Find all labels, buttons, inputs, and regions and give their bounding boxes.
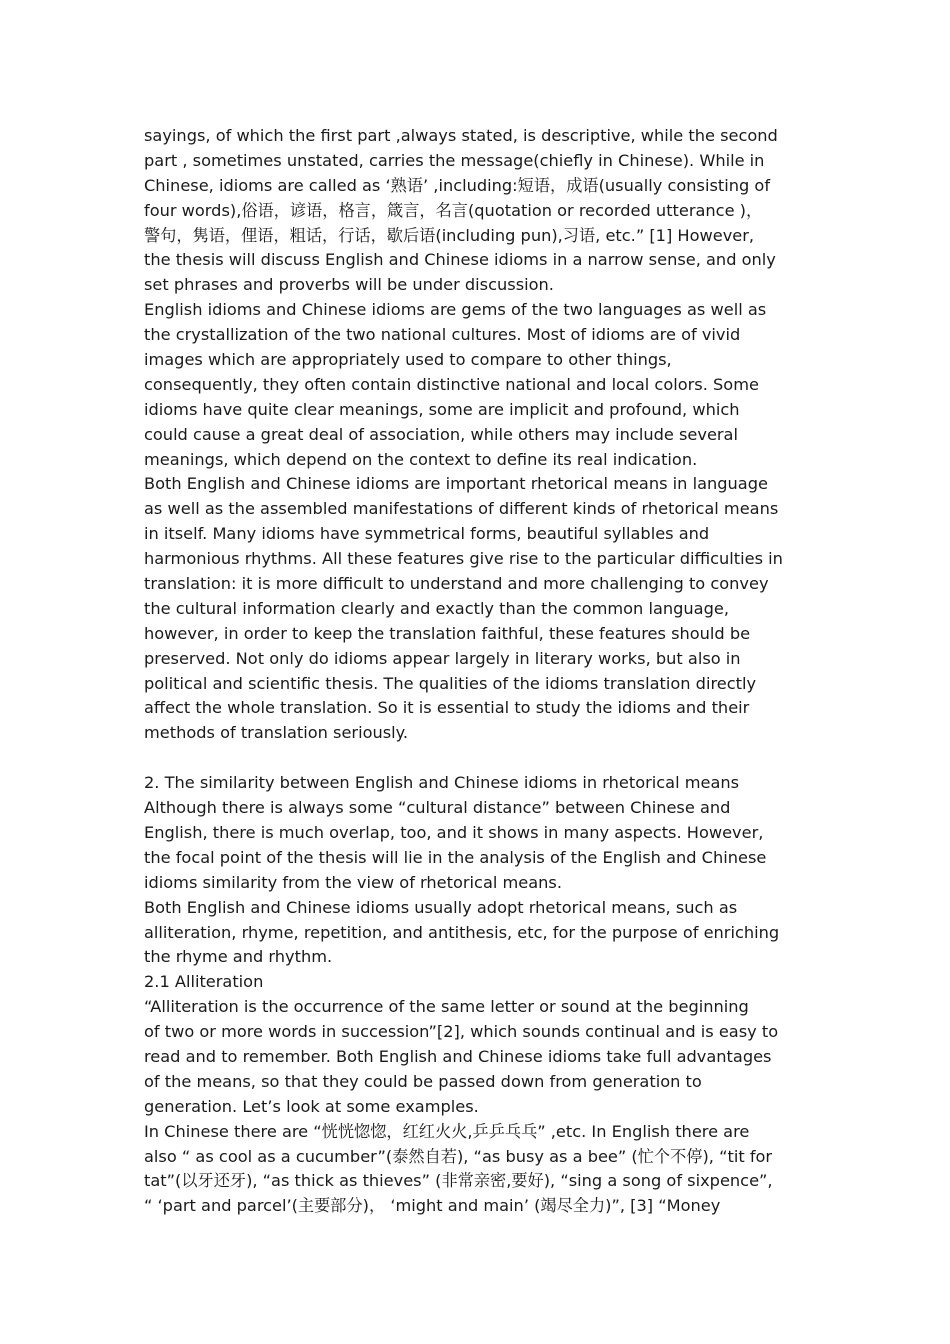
text-line: Chinese, idioms are called as ‘熟语’ ,including:短语，成语(usually consisting of <box>144 175 771 195</box>
text-line: the thesis will discuss English and Chinese idioms in a narrow sense, and only <box>144 250 776 270</box>
text-line: of the means, so that they could be passed down from generation to <box>144 1071 702 1091</box>
text-line: meanings, which depend on the context to define its real indication. <box>144 449 698 469</box>
text-line: English idioms and Chinese idioms are gems of the two languages as well as <box>144 300 767 320</box>
text-line: “Alliteration is the occurrence of the same letter or sound at the beginning <box>144 997 749 1017</box>
text-line: Both English and Chinese idioms are important rhetorical means in language <box>144 474 768 494</box>
text-line: as well as the assembled manifestations of different kinds of rhetorical means <box>144 499 779 519</box>
text-line: part , sometimes unstated, carries the message(chiefly in Chinese). While in <box>144 150 765 170</box>
document-body <box>144 124 814 1219</box>
text-line: the focal point of the thesis will lie in the analysis of the English and Chinese <box>144 847 767 867</box>
text-line: however, in order to keep the translation faithful, these features should be <box>144 623 751 643</box>
text-line: set phrases and proverbs will be under discussion. <box>144 275 554 295</box>
text-line: read and to remember. Both English and Chinese idioms take full advantages <box>144 1046 772 1066</box>
text-line: in itself. Many idioms have symmetrical forms, beautiful syllables and <box>144 524 710 544</box>
text-line: alliteration, rhyme, repetition, and antithesis, etc, for the purpose of enriching <box>144 922 780 942</box>
text-line: the crystallization of the two national cultures. Most of idioms are of vivid <box>144 325 741 345</box>
text-line: the cultural information clearly and exactly than the common language, <box>144 598 729 618</box>
text-line: 2.1 Alliteration <box>144 972 264 992</box>
text-line: of two or more words in succession”[2], which sounds continual and is easy to <box>144 1022 779 1042</box>
text-line: images which are appropriately used to compare to other things, <box>144 350 672 370</box>
text-line: In Chinese there are “恍恍惚惚，红红火火,乒乒乓乓” ,etc. In English there are <box>144 1121 750 1141</box>
text-line: methods of translation seriously. <box>144 723 409 743</box>
text-line: Although there is always some “cultural distance” between Chinese and <box>144 798 731 818</box>
text-line: tat”(以牙还牙), “as thick as thieves” (非常亲密,要好), “sing a song of sixpence”, <box>144 1171 773 1191</box>
text-line: could cause a great deal of association, while others may include several <box>144 424 738 444</box>
text-line: English, there is much overlap, too, and it shows in many aspects. However, <box>144 822 764 842</box>
text-line: “ ‘part and parcel’(主要部分)， ‘might and main’ (竭尽全力)”, [3] “Money <box>144 1196 721 1216</box>
text-line: also “ as cool as a cucumber”(泰然自若), “as busy as a bee” (忙个不停), “tit for <box>144 1146 773 1166</box>
text-line: affect the whole translation. So it is essential to study the idioms and their <box>144 698 750 718</box>
text-line: Both English and Chinese idioms usually adopt rhetorical means, such as <box>144 897 738 917</box>
text-line: 警句，隽语，俚语，粗话，行话，歇后语(including pun),习语, etc.” [1] However, <box>144 225 755 245</box>
text-line: idioms have quite clear meanings, some are implicit and profound, which <box>144 399 740 419</box>
blank-line <box>144 746 814 771</box>
text-line: sayings, of which the first part ,always stated, is descriptive, while the second <box>144 126 778 145</box>
text-line: 2. The similarity between English and Chinese idioms in rhetorical means <box>144 773 740 793</box>
text-line: the rhyme and rhythm. <box>144 947 333 967</box>
text-line: generation. Let’s look at some examples. <box>144 1096 479 1116</box>
text-line: consequently, they often contain distinctive national and local colors. Some <box>144 374 759 394</box>
text-line: political and scientific thesis. The qualities of the idioms translation directly <box>144 673 757 693</box>
text-line: preserved. Not only do idioms appear largely in literary works, but also in <box>144 648 741 668</box>
text-line: harmonious rhythms. All these features give rise to the particular difficulties in <box>144 549 783 569</box>
text-line: four words),俗语，谚语，格言，箴言，名言(quotation or recorded utterance )， <box>144 200 763 220</box>
text-line: idioms similarity from the view of rhetorical means. <box>144 872 562 892</box>
text-line: translation: it is more difficult to understand and more challenging to convey <box>144 574 769 594</box>
